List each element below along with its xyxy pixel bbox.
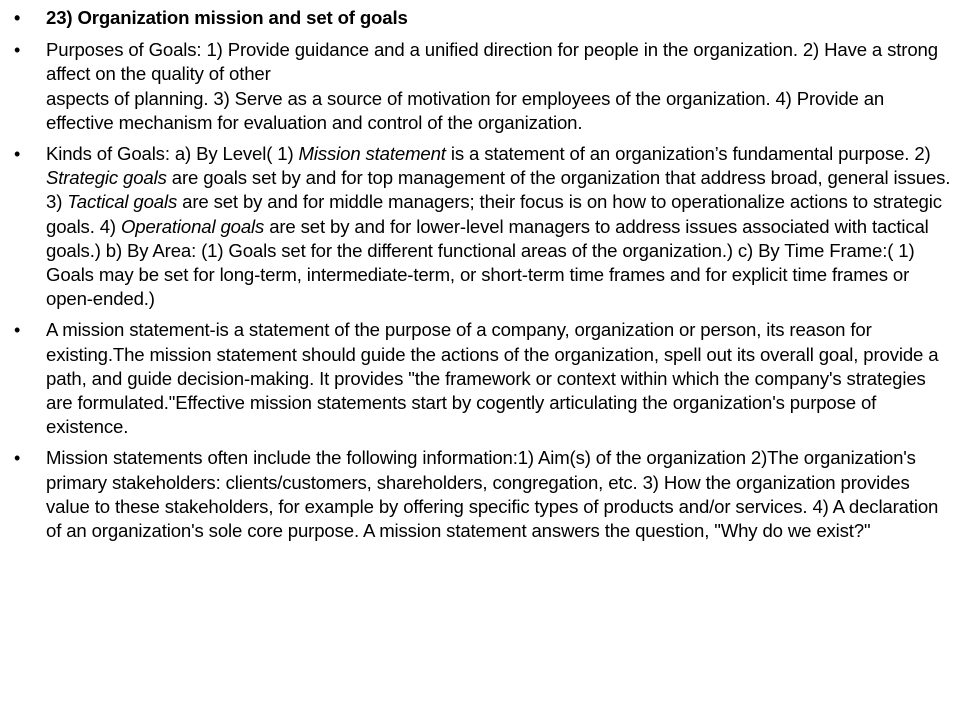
kinds-paragraph bbox=[46, 142, 952, 311]
term-tactical-goals: Tactical goals bbox=[67, 191, 178, 213]
term-mission-statement: Mission statement bbox=[298, 143, 446, 165]
mission-information-text: Mission statements often include the following information:1) Aim(s) of the organization 2)The organization's primary stakeholders: clients/customers, shareholders, congregation, etc. 3) How the organization provides value to these stakeholders, for example by offering specific types of products and/or services. 4) A declaration of an organization's sole core purpose. A mission statement answers the question, "Why do we exist?" bbox=[46, 447, 939, 542]
bullet-icon: • bbox=[14, 448, 21, 469]
kinds-text-5: are set by and for lower-level managers to address issues associated with tactical goals.) b) By Area: (1) Goals set for the different functional areas of the organization.) c) By Time Frame:( 1) Goals may be set for long-term, intermediate-term, or short-term time frames and for explicit time frames or open-ended.) bbox=[46, 215, 929, 310]
kinds-text-4: are set by and for middle managers; their focus is on how to operationalize actions to strategic goals. 4) bbox=[46, 191, 942, 237]
bullet-icon: • bbox=[14, 8, 21, 28]
term-operational-goals: Operational goals bbox=[120, 215, 265, 237]
purposes-line-1: Purposes of Goals: 1) Provide guidance and a unified direction for people in the organization. 2) Have a strong affect on the quality of other bbox=[46, 39, 938, 85]
mission-definition-text: A mission statement-is a statement of the purpose of a company, organization or person, its reason for existing.The mission statement should guide the actions of the organization, spell out its overall goal, provide a path, and guide decision-making. It provides "the framework or context within which the company's strategies are formulated."Effective mission statements start by cogently articulating the organization's purpose of existence. bbox=[46, 319, 939, 438]
bullet-mission-definition bbox=[0, 318, 960, 439]
bullet-purposes-of-goals bbox=[0, 38, 960, 135]
bullet-icon: • bbox=[14, 40, 21, 61]
bullet-kinds-of-goals bbox=[0, 142, 960, 311]
bullet-list bbox=[0, 6, 960, 550]
term-strategic-goals: Strategic goals bbox=[46, 167, 167, 189]
bullet-icon: • bbox=[14, 320, 21, 341]
bullet-icon: • bbox=[14, 144, 21, 165]
bullet-heading bbox=[0, 6, 960, 30]
kinds-text-3: are goals set by and for top management of the organization that address broad, general issues. 3) bbox=[46, 167, 951, 213]
bullet-mission-information bbox=[0, 446, 960, 543]
slide-heading: 23) Organization mission and set of goals bbox=[46, 7, 408, 28]
kinds-text-2: is a statement of an organization’s fundamental purpose. 2) bbox=[445, 143, 931, 165]
kinds-text-1: Kinds of Goals: a) By Level( 1) bbox=[46, 143, 299, 165]
purposes-line-2: aspects of planning. 3) Serve as a source of motivation for employees of the organization. 4) Provide an effective mechanism for evaluation and control of the organization. bbox=[46, 87, 885, 133]
